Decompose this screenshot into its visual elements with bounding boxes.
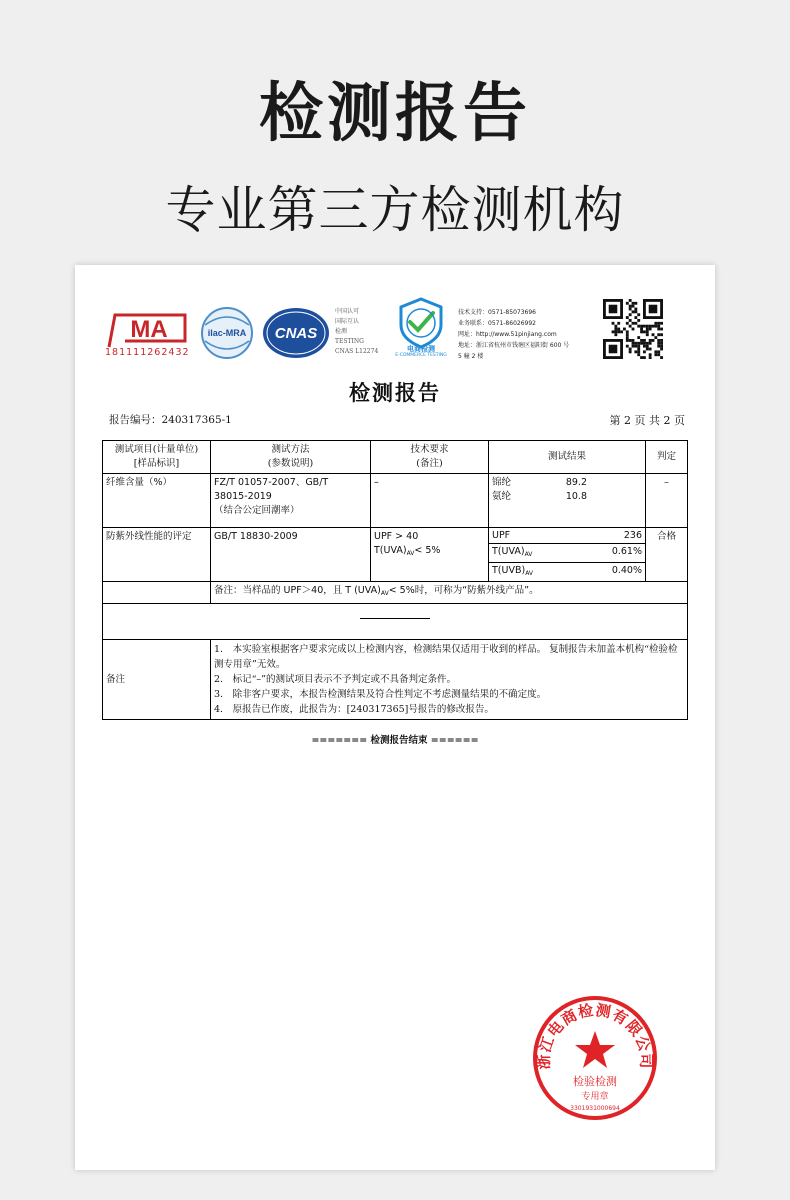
result-subrow <box>489 528 645 544</box>
row-method-line: FZ/T 01057-2007、GB/T <box>214 477 329 488</box>
cnas-note <box>335 307 378 357</box>
seal-number: 3301931000694 <box>570 1105 620 1112</box>
requirement-text: < 5% <box>414 545 441 556</box>
requirement-text: T(UVA) <box>374 545 407 556</box>
header-method <box>211 441 371 474</box>
seal-center-line2: 专用章 <box>581 1092 609 1102</box>
results-table <box>102 440 687 720</box>
empty-row-cell <box>103 604 688 640</box>
row-requirement <box>371 528 489 582</box>
row-verdict: 合格 <box>646 528 688 582</box>
note-subscript: AV <box>380 590 389 597</box>
cma-number: 181111262432 <box>105 347 190 358</box>
result-subrow <box>489 544 645 563</box>
hero-subtitle: 专业第三方检测机构 <box>165 181 625 239</box>
result-label: 锦纶 <box>492 477 512 488</box>
cnas-note-line: 国际互认 <box>335 318 360 325</box>
header-requirement-line: 技术要求 <box>410 444 449 455</box>
row-method <box>211 528 371 582</box>
ilac-mra-logo <box>199 305 255 361</box>
result-label-text: UPF <box>492 530 511 541</box>
header-item <box>103 441 211 474</box>
contact-line: 业务联系：0571-86026992 <box>458 320 536 327</box>
row-item: 防紫外线性能的评定 <box>103 528 211 582</box>
empty-row <box>103 604 688 640</box>
report-number-label: 报告编号： <box>109 414 162 426</box>
header-method-line: 测试方法 <box>271 444 310 455</box>
result-label <box>489 528 567 544</box>
report-number <box>109 412 232 427</box>
star-icon <box>575 1031 615 1068</box>
requirement-subscript: AV <box>406 550 415 557</box>
contact-line: 技术支持：0571-85073696 <box>458 309 536 316</box>
result-subscript: AV <box>524 551 533 558</box>
report-number-value: 240317365-1 <box>161 414 232 426</box>
header-method-line: (参数说明) <box>267 458 314 469</box>
note-row <box>103 582 688 604</box>
report-end-marker: ======= 检测报告结束 ====== <box>311 735 479 746</box>
result-value: 0.40% <box>611 565 642 576</box>
row-method-line: 38015-2019 <box>214 491 272 502</box>
result-label-text: T(UVA) <box>492 546 525 557</box>
row-method <box>211 474 371 528</box>
result-value: 10.8 <box>565 491 587 502</box>
header-verdict: 判定 <box>646 441 688 474</box>
header-result: 测试结果 <box>489 441 646 474</box>
seal-center-line1: 检验检测 <box>573 1075 617 1088</box>
remarks-row <box>103 640 688 720</box>
row-requirement: – <box>371 474 489 528</box>
cnas-logo <box>261 305 331 361</box>
note-row-spacer <box>103 582 211 604</box>
result-subrow <box>489 563 645 582</box>
result-value: 89.2 <box>565 477 587 488</box>
hero-title: 检测报告 <box>259 77 531 151</box>
contact-line: 地址：浙江省杭州市钱塘区福阳街 600 号 <box>458 342 570 349</box>
result-label-text: T(UVB) <box>492 565 526 576</box>
result-value: 236 <box>567 528 645 544</box>
table-header-row <box>103 441 688 474</box>
row-method-line: （结合公定回潮率） <box>214 505 300 516</box>
table-row <box>103 474 688 528</box>
result-line <box>492 476 587 490</box>
row-method-line: GB/T 18830-2009 <box>214 531 298 542</box>
header-requirement-line: (备注) <box>416 458 443 469</box>
remarks-content <box>211 640 688 720</box>
cnas-note-line: TESTING <box>335 338 364 345</box>
header-item-line: [样品标识] <box>133 458 180 469</box>
cnas-note-line: CNAS L12274 <box>335 348 379 355</box>
note-text <box>211 582 688 604</box>
result-label: 氨纶 <box>492 491 512 502</box>
row-result <box>489 528 646 582</box>
row-result <box>489 474 646 528</box>
row-item: 纤维含量（%） <box>103 474 211 528</box>
result-value: 0.61% <box>567 544 645 563</box>
remark-item: 1. 本实验室根据客户要求完成以上检测内容，检测结果仅适用于收到的样品。 复制报告未加盖本机构“检验检测专用章”无效。 <box>214 644 678 670</box>
note-text-part: 备注：当样品的 UPF＞40，且 T (UVA) <box>214 585 381 596</box>
result-label <box>489 544 567 563</box>
official-seal-stamp <box>530 993 660 1123</box>
document-title: 检测报告 <box>349 380 441 405</box>
contact-line: 5 幢 2 楼 <box>458 353 484 360</box>
remark-item: 2. 标记“–”的测试项目表示不予判定或不具备判定条件。 <box>214 674 457 685</box>
cnas-note-line: 检测 <box>335 328 348 335</box>
seal-ring-text: 浙江电商检测有限公司 <box>534 1000 656 1070</box>
cma-text: MA <box>130 316 168 343</box>
remarks-label: 备注 <box>103 640 211 720</box>
report-page <box>75 265 715 1170</box>
header-requirement <box>371 441 489 474</box>
header-item-line: 测试项目(计量单位) <box>114 444 199 455</box>
divider <box>360 618 430 619</box>
result-line <box>492 490 587 504</box>
result-label <box>489 563 567 582</box>
page-indicator: 第 2 页 共 2 页 <box>609 414 685 427</box>
remark-item: 4. 原报告已作废，此报告为：[240317365]号报告的修改报告。 <box>214 704 494 715</box>
note-text-part: < 5%时，可称为“防紫外线产品”。 <box>388 585 539 596</box>
requirement-line: UPF > 40 <box>374 531 419 542</box>
contact-info <box>458 307 569 362</box>
cnas-text: CNAS <box>274 325 318 342</box>
cnas-note-line: 中国认可 <box>335 308 360 315</box>
table-row <box>103 528 688 582</box>
remark-item: 3. 除非客户要求，本报告检测结果及符合性判定不考虑测量结果的不确定度。 <box>214 689 547 700</box>
ecommerce-shield-label: 电商检测 <box>407 345 435 353</box>
contact-line: 网址：http://www.51pinjiang.com <box>458 331 557 338</box>
result-subscript: AV <box>525 570 534 577</box>
ecommerce-shield-sub: E-COMMERCE TESTING <box>395 353 447 358</box>
requirement-line <box>374 544 485 561</box>
ilac-text: ilac-MRA <box>207 328 247 338</box>
row-verdict: – <box>646 474 688 528</box>
qr-code-icon <box>603 299 663 363</box>
